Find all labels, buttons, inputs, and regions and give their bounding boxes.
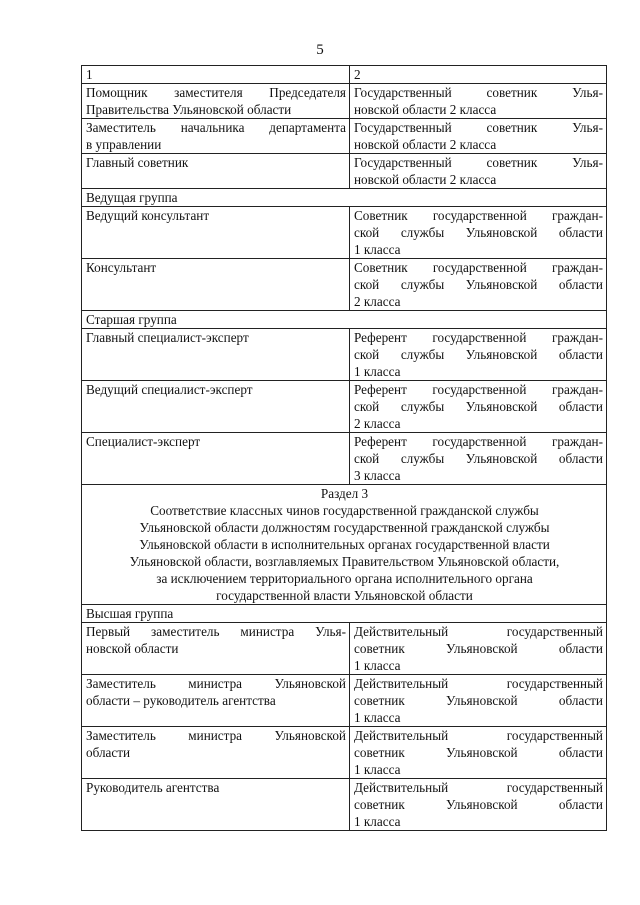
- cell-line: в управлении: [86, 137, 162, 152]
- position-cell: [82, 329, 350, 381]
- rank-cell: [350, 675, 607, 727]
- column-number-2: 2: [350, 66, 607, 84]
- cell-line: 1 класса: [354, 364, 401, 379]
- group-header-row: [82, 311, 607, 329]
- cell-line: Референт государственной граждан-: [354, 330, 603, 345]
- position-cell: [82, 259, 350, 311]
- table-row: [82, 779, 607, 831]
- rank-cell: [350, 259, 607, 311]
- table-row: [82, 381, 607, 433]
- cell-line: новской области 2 класса: [354, 172, 497, 187]
- table-row: [82, 623, 607, 675]
- cell-line: Государственный советник Улья-: [354, 85, 603, 100]
- cell-line: Действительный государственный: [354, 624, 603, 639]
- rank-cell: [350, 119, 607, 154]
- cell-line: Референт государственной граждан-: [354, 434, 603, 449]
- cell-line: советник Ульяновской области: [354, 797, 603, 812]
- rank-cell: [350, 623, 607, 675]
- table-row: [82, 329, 607, 381]
- cell-line: ской службы Ульяновской области: [354, 225, 603, 240]
- cell-line: новской области 2 класса: [354, 137, 497, 152]
- cell-line: 1 класса: [354, 658, 401, 673]
- cell-line: Государственный советник Улья-: [354, 120, 603, 135]
- cell-line: ской службы Ульяновской области: [354, 451, 603, 466]
- table-row: [82, 433, 607, 485]
- rank-cell: [350, 207, 607, 259]
- position-cell: [82, 119, 350, 154]
- position-cell: [82, 154, 350, 189]
- section-title-line: за исключением территориального органа исполнительного органа: [156, 571, 533, 586]
- section-title-line: Соответствие классных чинов государственной гражданской службы: [150, 503, 539, 518]
- cell-line: Референт государственной граждан-: [354, 382, 603, 397]
- column-number-1: 1: [82, 66, 350, 84]
- cell-line: Ведущий специалист-эксперт: [86, 382, 253, 397]
- group-header-highest: Высшая группа: [82, 605, 607, 623]
- cell-line: Действительный государственный: [354, 676, 603, 691]
- section-title-line: Ульяновской области должностям государственной гражданской службы: [139, 520, 550, 535]
- rank-correspondence-table: [81, 65, 607, 831]
- rank-cell: [350, 154, 607, 189]
- cell-line: советник Ульяновской области: [354, 693, 603, 708]
- position-cell: [82, 779, 350, 831]
- group-header-row: [82, 605, 607, 623]
- cell-line: Государственный советник Улья-: [354, 155, 603, 170]
- table-row: [82, 119, 607, 154]
- cell-line: 2 класса: [354, 416, 401, 431]
- cell-line: 3 класса: [354, 468, 401, 483]
- cell-line: Заместитель министра Ульяновской: [86, 728, 346, 743]
- rank-cell: [350, 727, 607, 779]
- position-cell: [82, 623, 350, 675]
- group-header-leading: Ведущая группа: [82, 189, 607, 207]
- cell-line: советник Ульяновской области: [354, 641, 603, 656]
- cell-line: Ведущий консультант: [86, 208, 210, 223]
- cell-line: Заместитель начальника департамента: [86, 120, 346, 135]
- cell-line: Действительный государственный: [354, 728, 603, 743]
- table-row: [82, 207, 607, 259]
- cell-line: новской области: [86, 641, 179, 656]
- table-row: [82, 727, 607, 779]
- section-title-line: Ульяновской области в исполнительных органах государственной власти: [139, 537, 550, 552]
- cell-line: ской службы Ульяновской области: [354, 277, 603, 292]
- cell-line: Главный специалист-эксперт: [86, 330, 249, 345]
- section-title-line: государственной власти Ульяновской области: [216, 588, 473, 603]
- rank-cell: [350, 381, 607, 433]
- position-cell: [82, 381, 350, 433]
- cell-line: Руководитель агентства: [86, 780, 220, 795]
- cell-line: Специалист-эксперт: [86, 434, 201, 449]
- rank-cell: [350, 433, 607, 485]
- position-cell: [82, 727, 350, 779]
- position-cell: [82, 84, 350, 119]
- cell-line: Первый заместитель министра Улья-: [86, 624, 346, 639]
- cell-line: Советник государственной граждан-: [354, 260, 603, 275]
- cell-line: 2 класса: [354, 294, 401, 309]
- cell-line: 1 класса: [354, 814, 401, 829]
- table-row: [82, 84, 607, 119]
- cell-line: Помощник заместителя Председателя: [86, 85, 346, 100]
- cell-line: Заместитель министра Ульяновской: [86, 676, 346, 691]
- cell-line: советник Ульяновской области: [354, 745, 603, 760]
- table-row: [82, 259, 607, 311]
- cell-line: новской области 2 класса: [354, 102, 497, 117]
- cell-line: области: [86, 745, 131, 760]
- rank-cell: [350, 329, 607, 381]
- group-header-senior: Старшая группа: [82, 311, 607, 329]
- column-number-row: [82, 66, 607, 84]
- rank-cell: [350, 84, 607, 119]
- cell-line: 1 класса: [354, 762, 401, 777]
- cell-line: области – руководитель агентства: [86, 693, 276, 708]
- cell-line: ской службы Ульяновской области: [354, 347, 603, 362]
- section-heading: [82, 485, 607, 605]
- cell-line: Главный советник: [86, 155, 189, 170]
- cell-line: Консультант: [86, 260, 157, 275]
- table-row: [82, 154, 607, 189]
- cell-line: Правительства Ульяновской области: [86, 102, 292, 117]
- position-cell: [82, 675, 350, 727]
- cell-line: 1 класса: [354, 242, 401, 257]
- section-label: Раздел 3: [320, 486, 369, 501]
- section-heading-row: [82, 485, 607, 605]
- section-title-line: Ульяновской области, возглавляемых Правительством Ульяновской области,: [129, 554, 560, 569]
- cell-line: ской службы Ульяновской области: [354, 399, 603, 414]
- page-number: 5: [316, 42, 324, 58]
- position-cell: [82, 207, 350, 259]
- cell-line: Советник государственной граждан-: [354, 208, 603, 223]
- cell-line: Действительный государственный: [354, 780, 603, 795]
- cell-line: 1 класса: [354, 710, 401, 725]
- group-header-row: [82, 189, 607, 207]
- rank-cell: [350, 779, 607, 831]
- position-cell: [82, 433, 350, 485]
- table-row: [82, 675, 607, 727]
